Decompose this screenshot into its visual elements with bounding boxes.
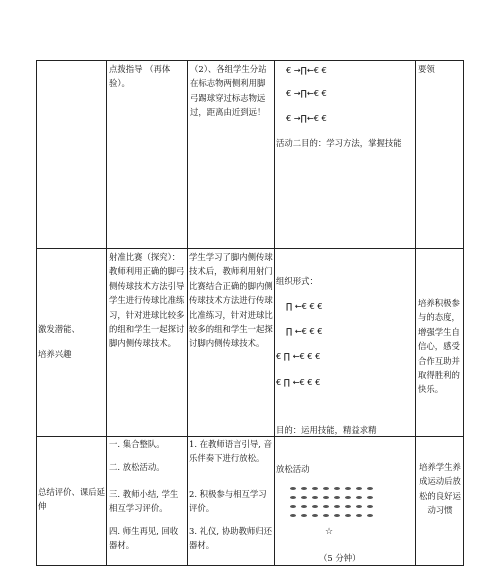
student-dot — [323, 514, 329, 517]
design-intent-text: 要领 — [418, 64, 435, 74]
stage-label: 激发潜能、 — [38, 324, 80, 334]
table-border-top — [36, 60, 464, 61]
student-dot — [356, 505, 362, 508]
student-dot — [334, 487, 340, 490]
student-dot — [345, 487, 351, 490]
student-dot — [334, 496, 340, 499]
student-dot — [301, 514, 307, 517]
student-step: 1. 在教师语言引导, 音乐伴奏下进行放松。 — [189, 439, 272, 464]
student-dot — [323, 496, 329, 499]
row-divider — [36, 248, 464, 249]
design-intent-text: 培养学生养成运动后放松的良好运动习惯 — [419, 462, 461, 516]
col-divider — [463, 60, 464, 566]
formation-line: € →∏←€ € — [286, 65, 327, 75]
teacher-star-icon: ☆ — [325, 527, 334, 537]
student-dot — [290, 505, 296, 508]
organization-title: 放松活动 — [276, 464, 310, 474]
student-dot — [301, 487, 307, 490]
student-dot — [290, 487, 296, 490]
student-dot — [312, 487, 318, 490]
activity-time: （5 分钟） — [319, 553, 361, 563]
student-dot — [356, 514, 362, 517]
teacher-step: 四. 师生再见, 回收器材。 — [109, 526, 179, 551]
teacher-step: 三. 教师小结, 学生相互学习评价。 — [109, 489, 179, 514]
student-dot — [367, 505, 373, 508]
student-dot — [312, 505, 318, 508]
formation-line: ∏ ←€ € € — [286, 326, 323, 336]
student-dot — [301, 505, 307, 508]
student-dot — [323, 487, 329, 490]
lesson-plan-table — [36, 60, 464, 566]
student-dot — [312, 514, 318, 517]
student-step: 2. 积极参与相互学习评价。 — [189, 489, 267, 514]
teacher-activity-text: 射准比赛（探究）：教师利用正确的脚弓侧传球技术方法引导学生进行传球比准练习，针对进球比较多的组和学生一起探讨脚内侧传球技术。 — [109, 252, 185, 349]
stage-label: 总结评价、课后延伸 — [38, 487, 105, 512]
student-activity-text: 学生学习了脚内侧传球技术后，教师利用射门比赛结合正确的脚内侧传球技术方法进行传球比准练习，针对进球比较多的组和学生一起探讨脚内侧传球技术。 — [189, 252, 273, 349]
student-dot — [334, 505, 340, 508]
teacher-activity-text: 点拨指导 （再体验）。 — [109, 64, 171, 89]
student-dot — [367, 487, 373, 490]
student-dot — [356, 487, 362, 490]
stage-label: 培养兴趣 — [38, 349, 72, 359]
organization-title: 组织形式： — [276, 276, 318, 286]
formation-line: € ∏ ←€ € € — [276, 377, 321, 387]
formation-line: € →∏←€ € — [286, 113, 327, 123]
student-dot — [356, 496, 362, 499]
student-dot — [323, 505, 329, 508]
formation-line: € ∏ ←€ € € — [276, 351, 321, 361]
col-divider — [36, 60, 37, 566]
student-dot — [290, 514, 296, 517]
design-intent-text: 培养积极参与的态度，增强学生自信心，感受合作互助并取得胜利的快乐。 — [418, 298, 460, 395]
activity-goal-text: 活动二目的：学习方法，掌握技能 — [276, 138, 402, 148]
activity-goal-text: 目的：运用技能，精益求精 — [276, 425, 377, 435]
teacher-step: 二. 放松活动。 — [109, 462, 165, 472]
student-dot — [345, 514, 351, 517]
student-dot — [290, 496, 296, 499]
student-dot — [312, 496, 318, 499]
student-dot — [345, 496, 351, 499]
col-divider — [187, 60, 188, 566]
col-divider — [274, 60, 275, 566]
formation-line: € →∏←€ € — [286, 88, 327, 98]
student-dot — [334, 514, 340, 517]
teacher-step: 一. 集合整队。 — [109, 439, 165, 449]
col-divider — [106, 60, 107, 566]
student-dot-grid — [290, 487, 380, 527]
student-dot — [301, 496, 307, 499]
student-dot — [367, 514, 373, 517]
formation-line: ∏ ←€ € € — [286, 301, 323, 311]
student-dot — [345, 505, 351, 508]
student-dot — [367, 496, 373, 499]
student-activity-text: （2）、各组学生分站在标志物两侧利用脚弓踢球穿过标志物远过，距离由近到远！ — [190, 64, 267, 118]
col-divider — [415, 60, 416, 566]
student-step: 3. 礼仪, 协助教师归还器材。 — [189, 526, 272, 551]
